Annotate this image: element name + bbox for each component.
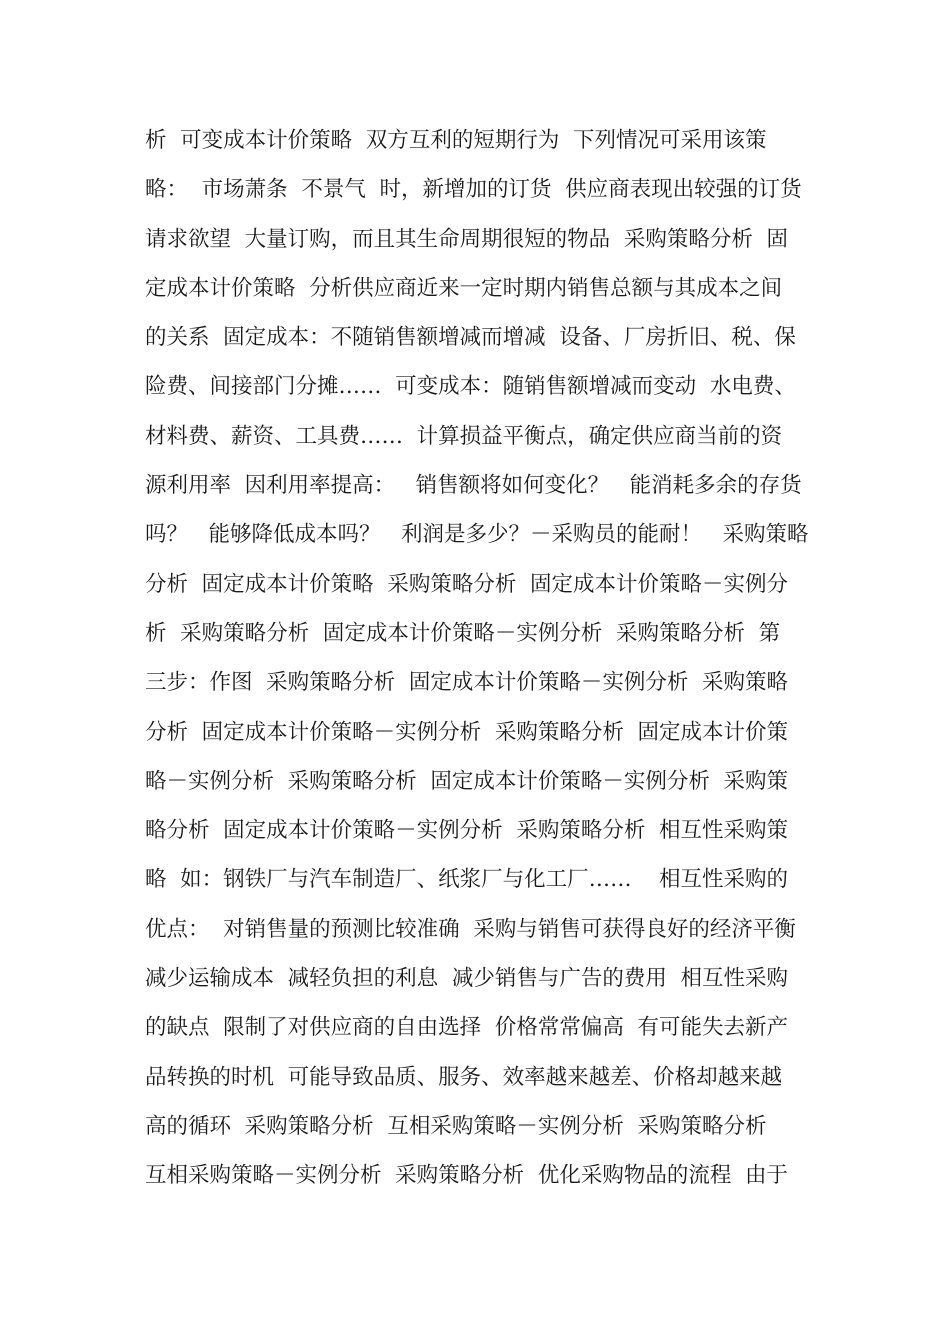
text-line: 定成本计价策略 分析供应商近来一定时期内销售总额与其成本之间 xyxy=(145,275,783,301)
text-line: 险费、间接部门分摊…… 可变成本：随销售额增减而变动 水电费、 xyxy=(145,374,796,400)
text-line: 减少运输成本 减轻负担的利息 减少销售与广告的费用 相互性采购 xyxy=(145,966,789,992)
body-text xyxy=(145,116,815,1201)
text-line: 源利用率 因利用率提高： 销售额将如何变化？ 能消耗多余的存货 xyxy=(145,473,802,499)
text-line: 材料费、薪资、工具费…… 计算损益平衡点，确定供应商当前的资 xyxy=(145,423,783,449)
text-line: 品转换的时机 可能导致品质、服务、效率越来越差、价格却越来越 xyxy=(145,1064,783,1090)
text-line: 高的循环 采购策略分析 互相采购策略－实例分析 采购策略分析 xyxy=(145,1113,767,1139)
text-line: 三步：作图 采购策略分析 固定成本计价策略－实例分析 采购策略 xyxy=(145,670,789,696)
text-line: 的缺点 限制了对供应商的自由选择 价格常常偏高 有可能失去新产 xyxy=(145,1015,789,1041)
text-line: 析 采购策略分析 固定成本计价策略－实例分析 采购策略分析 第 xyxy=(145,620,781,646)
text-line: 互相采购策略－实例分析 采购策略分析 优化采购物品的流程 由于 xyxy=(145,1163,789,1189)
text-line: 吗？ 能够降低成本吗？ 利润是多少？－采购员的能耐！ 采购策略 xyxy=(145,522,809,548)
text-line: 分析 固定成本计价策略 采购策略分析 固定成本计价策略－实例分 xyxy=(145,571,789,597)
text-line: 析 可变成本计价策略 双方互利的短期行为 下列情况可采用该策 xyxy=(145,128,767,153)
text-line: 分析 固定成本计价策略－实例分析 采购策略分析 固定成本计价策 xyxy=(145,719,789,745)
text-line: 优点： 对销售量的预测比较准确 采购与销售可获得良好的经济平衡 xyxy=(145,916,796,942)
text-line: 请求欲望 大量订购，而且其生命周期很短的物品 采购策略分析 固 xyxy=(145,226,789,252)
text-line: 略分析 固定成本计价策略－实例分析 采购策略分析 相互性采购策 xyxy=(145,818,789,844)
text-line: 略－实例分析 采购策略分析 固定成本计价策略－实例分析 采购策 xyxy=(145,768,789,794)
text-line: 的关系 固定成本：不随销售额增减而增减 设备、厂房折旧、税、保 xyxy=(145,325,796,351)
text-line: 略： 市场萧条 不景气 时，新增加的订货 供应商表现出较强的订货 xyxy=(145,177,802,203)
text-line: 略 如：钢铁厂与汽车制造厂、纸浆厂与化工厂…… 相互性采购的 xyxy=(145,867,789,893)
